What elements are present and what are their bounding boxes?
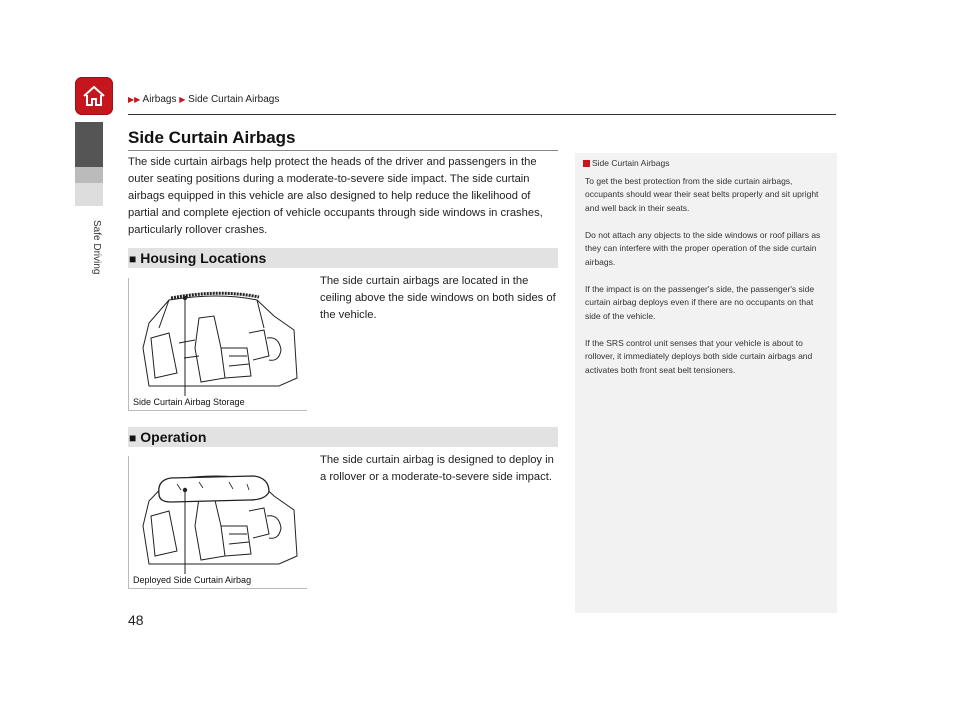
note-paragraph: If the SRS control unit senses that your vehicle is about to rollover, it immediately deploys both side curtain airbags and activates both front seat belt tensioners. bbox=[585, 338, 813, 375]
note-paragraph: To get the best protection from the side curtain airbags, occupants should wear their seat belts properly and sit upright and well back in their seats. bbox=[585, 176, 819, 213]
section-text-operation: The side curtain airbag is designed to deploy in a rollover or a moderate-to-severe side impact. bbox=[320, 454, 554, 483]
chapter-label: Safe Driving bbox=[91, 220, 102, 275]
note-heading-text: Side Curtain Airbags bbox=[592, 158, 670, 168]
home-icon bbox=[81, 83, 107, 109]
figure-storage bbox=[128, 278, 307, 411]
section-text-housing: The side curtain airbags are located in the ceiling above the side windows on both sides of the vehicle. bbox=[320, 275, 556, 321]
page-title: Side Curtain Airbags bbox=[128, 128, 296, 147]
breadcrumb-arrow-icon: ▶ bbox=[179, 95, 186, 104]
breadcrumb-item[interactable]: Side Curtain Airbags bbox=[188, 94, 280, 105]
figure-caption: Deployed Side Curtain Airbag bbox=[133, 575, 252, 585]
chapter-tab[interactable] bbox=[75, 183, 103, 206]
breadcrumb-arrow-icon: ▶▶ bbox=[128, 95, 141, 104]
note-heading bbox=[583, 158, 670, 168]
home-button[interactable] bbox=[75, 77, 113, 115]
breadcrumb-item[interactable]: Airbags bbox=[142, 94, 177, 105]
note-panel bbox=[575, 153, 837, 613]
intro-paragraph: The side curtain airbags help protect the heads of the driver and passengers in the outer seating positions during a moderate-to-severe side impact. The side curtain airbags equipped in this vehicle are also designed to help reduce the likelihood of partial and complete ejection of vehicle occupants through side windows in crashes, particularly rollover crashes. bbox=[128, 156, 543, 236]
note-paragraph: If the impact is on the passenger's side, the passenger's side curtain airbag deploys even if there are no occupants on that side of the vehicle. bbox=[585, 284, 815, 321]
breadcrumb bbox=[128, 94, 279, 105]
square-bullet-icon: ■ bbox=[129, 431, 137, 445]
section-heading-text: Housing Locations bbox=[140, 250, 267, 266]
chapter-tab[interactable] bbox=[75, 167, 103, 183]
square-bullet-icon: ■ bbox=[129, 252, 137, 266]
car-interior-deployed-illustration bbox=[129, 456, 307, 588]
figure-deployed bbox=[128, 456, 307, 589]
note-paragraph: Do not attach any objects to the side windows or roof pillars as they can interfere with the proper operation of the side curtain airbags. bbox=[585, 230, 821, 267]
page-number: 48 bbox=[128, 612, 144, 628]
section-heading-text: Operation bbox=[140, 429, 207, 445]
car-interior-storage-illustration bbox=[129, 278, 307, 410]
chapter-tab-active[interactable] bbox=[75, 122, 103, 167]
header-rule bbox=[128, 114, 836, 115]
section-heading-operation bbox=[128, 427, 558, 447]
title-rule bbox=[128, 150, 558, 151]
section-heading-housing bbox=[128, 248, 558, 268]
figure-caption: Side Curtain Airbag Storage bbox=[133, 397, 245, 407]
note-icon bbox=[583, 160, 590, 167]
